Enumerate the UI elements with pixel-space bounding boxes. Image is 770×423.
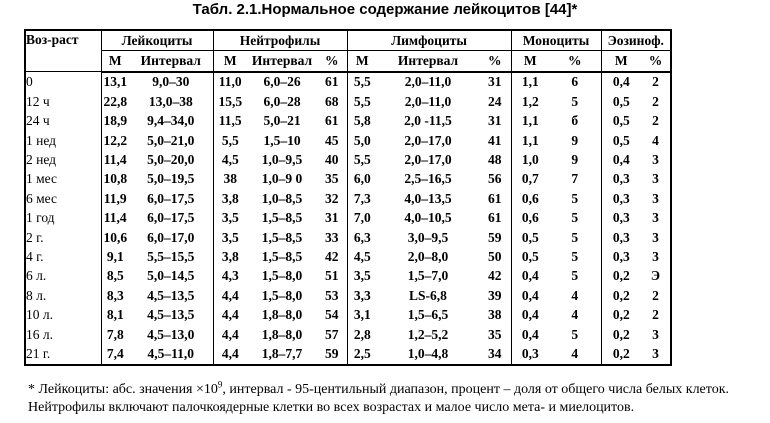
footnote-text-2: , интервал - 95-центильный диапазон, процент – доля от общего числа белых клеток. Нейтрофилы включают палочкоядерные клетки во всех возрастах и малое число мета- и миелоцитов. [28, 382, 730, 415]
value-cell: 0,7 [511, 170, 549, 189]
table-row [25, 286, 671, 305]
value-cell: 4,5–13,5 [147, 287, 195, 303]
value-cell: 32 [325, 190, 339, 206]
value-cell: 38 [213, 170, 247, 189]
value-cell: 4,5–13,0 [147, 326, 195, 342]
table-header [25, 30, 671, 72]
value-cell: 2,5 [347, 344, 377, 364]
value-cell: 54 [325, 307, 339, 323]
value-cell: 5,0–21 [263, 113, 301, 129]
table-row [25, 112, 671, 131]
value-cell: 61 [325, 74, 339, 90]
value-cell: 1,1 [511, 131, 549, 150]
value-cell: 3 [652, 248, 659, 264]
value-cell: 50 [488, 248, 502, 264]
value-cell: 7 [571, 171, 579, 187]
value-cell: 9,1 [101, 247, 129, 266]
value-cell: 0,3 [601, 189, 641, 208]
value-cell: 3,5 [213, 209, 247, 228]
value-cell: 3 [652, 326, 659, 342]
value-cell: 2 [652, 74, 659, 90]
value-cell: 57 [325, 326, 339, 342]
value-cell: 0,2 [601, 344, 641, 364]
value-cell: 53 [325, 287, 339, 303]
value-cell: 1,1 [511, 112, 549, 131]
value-cell: 5 [571, 326, 579, 342]
value-cell: 1,0–9 0 [261, 171, 303, 187]
value-cell: 2,8 [347, 325, 377, 344]
value-cell: 2,0 -11,5 [404, 113, 452, 129]
value-cell: 9,0–30 [152, 74, 190, 90]
subheader-eosino-mean: М [601, 51, 641, 72]
value-cell: 5 [571, 268, 579, 284]
value-cell: 42 [488, 268, 502, 284]
table-row [25, 325, 671, 344]
value-cell: 7,0 [347, 209, 377, 228]
value-cell: 42 [325, 248, 339, 264]
value-cell: 4,5 [213, 150, 247, 169]
table-row [25, 72, 671, 92]
subheader-lympho-mean: М [347, 51, 377, 72]
value-cell: 11,4 [101, 209, 129, 228]
value-cell: 6,0–17,5 [147, 210, 195, 226]
age-cell: 16 л. [26, 326, 53, 342]
value-cell: 7,3 [347, 189, 377, 208]
value-cell: 5,8 [347, 112, 377, 131]
value-cell: 3 [652, 190, 659, 206]
value-cell: 33 [325, 229, 339, 245]
value-cell: 1,2–5,2 [407, 326, 449, 342]
value-cell: 51 [325, 268, 339, 284]
value-cell: 12,2 [101, 131, 129, 150]
value-cell: 5,0–20,0 [147, 152, 195, 168]
value-cell: 35 [488, 326, 502, 342]
value-cell: 31 [488, 113, 502, 129]
subheader-leuko-interval: Интервал [129, 51, 213, 72]
value-cell: 0,4 [511, 325, 549, 344]
table-row [25, 209, 671, 228]
age-cell: 21 г. [26, 345, 51, 361]
value-cell: 41 [488, 132, 502, 148]
value-cell: 2,0–11,0 [404, 93, 452, 109]
value-cell: 15,5 [213, 92, 247, 111]
value-cell: 68 [325, 93, 339, 109]
value-cell: 5 [571, 210, 579, 226]
subheader-mono-percent: % [549, 51, 601, 72]
footnote [28, 381, 758, 417]
value-cell: 5 [571, 190, 579, 206]
value-cell: 39 [488, 287, 502, 303]
value-cell: 4,5–13,5 [147, 307, 195, 323]
footnote-exponent: 9 [217, 379, 223, 390]
group-header-neutrophils: Нейтрофилы [213, 30, 347, 51]
value-cell: 4 [571, 307, 579, 323]
value-cell: 3,8 [213, 189, 247, 208]
value-cell: 1,0–9,5 [261, 152, 303, 168]
value-cell: 1,5–7,0 [407, 268, 449, 284]
value-cell: 4,4 [213, 286, 247, 305]
value-cell: 6,0–17,5 [147, 190, 195, 206]
value-cell: 13,0–38 [148, 93, 193, 109]
subheader-eosino-percent: % [641, 51, 671, 72]
value-cell: 5,5–15,5 [147, 248, 195, 264]
value-cell: 18,9 [101, 112, 129, 131]
value-cell: 2,5–16,5 [404, 171, 452, 187]
value-cell: 3 [652, 171, 659, 187]
value-cell: 1,8–8,0 [261, 307, 303, 323]
value-cell: 0,3 [601, 170, 641, 189]
value-cell: 9 [571, 132, 579, 148]
value-cell: 38 [488, 307, 502, 323]
value-cell: 4 [571, 345, 579, 361]
value-cell: 2 [652, 113, 659, 129]
value-cell: 1,1 [511, 72, 549, 92]
value-cell: 1,5–8,0 [261, 268, 303, 284]
value-cell: 2 [652, 307, 659, 323]
value-cell: 5,5 [347, 92, 377, 111]
value-cell: 1,5–6,5 [407, 307, 449, 323]
value-cell: б [571, 113, 579, 129]
value-cell: 59 [325, 345, 339, 361]
value-cell: 7,8 [101, 325, 129, 344]
value-cell: 5,0–14,5 [147, 268, 195, 284]
value-cell: 7,4 [101, 344, 129, 364]
value-cell: 13,1 [101, 72, 129, 92]
value-cell: 3 [652, 152, 659, 168]
table-row [25, 92, 671, 111]
value-cell: 6,0–26 [263, 74, 301, 90]
table-row [25, 189, 671, 208]
value-cell: 4 [652, 132, 659, 148]
value-cell: 1,5–8,5 [261, 229, 303, 245]
table-row [25, 170, 671, 189]
value-cell: 0,3 [601, 209, 641, 228]
value-cell: 0,5 [601, 92, 641, 111]
value-cell: 5,5 [213, 131, 247, 150]
value-cell: 24 [488, 93, 502, 109]
table-body [25, 72, 671, 365]
age-cell: 24 ч [26, 113, 50, 129]
value-cell: 5,0 [347, 131, 377, 150]
value-cell: 4,5 [347, 247, 377, 266]
value-cell: 0,4 [601, 150, 641, 169]
value-cell: 1,0–8,5 [261, 190, 303, 206]
value-cell: 3 [652, 229, 659, 245]
value-cell: 61 [488, 210, 502, 226]
group-header-eosinophils: Эозиноф. [601, 30, 671, 51]
value-cell: 3,0–9,5 [407, 229, 449, 245]
value-cell: 4 [571, 287, 579, 303]
value-cell: 4,4 [213, 344, 247, 364]
value-cell: 0,5 [511, 228, 549, 247]
value-cell: 4,0–10,5 [404, 210, 452, 226]
value-cell: 1,0 [511, 150, 549, 169]
value-cell: 2,0–17,0 [404, 152, 452, 168]
value-cell: 6,0–17,0 [147, 229, 195, 245]
value-cell: 0,6 [511, 209, 549, 228]
value-cell: 3,5 [347, 267, 377, 286]
group-header-monocytes: Моноциты [511, 30, 601, 51]
value-cell: 3,1 [347, 305, 377, 324]
value-cell: 3,8 [213, 247, 247, 266]
subheader-neutro-mean: М [213, 51, 247, 72]
age-cell: 6 л. [26, 268, 47, 284]
subheader-lympho-interval: Интервал [377, 51, 479, 72]
value-cell: 4,4 [213, 305, 247, 324]
value-cell: 8,5 [101, 267, 129, 286]
value-cell: 4,3 [213, 267, 247, 286]
value-cell: 1,2 [511, 92, 549, 111]
value-cell: 11,9 [101, 189, 129, 208]
value-cell: 10,6 [101, 228, 129, 247]
value-cell: 4,5–11,0 [147, 345, 194, 361]
value-cell: 35 [325, 171, 339, 187]
value-cell: 0,3 [511, 344, 549, 364]
value-cell: 0,2 [601, 305, 641, 324]
value-cell: 31 [325, 210, 339, 226]
value-cell: 0,3 [601, 228, 641, 247]
age-cell: 1 мес [26, 171, 57, 187]
value-cell: 45 [325, 132, 339, 148]
value-cell: 3,3 [347, 286, 377, 305]
value-cell: 11,5 [213, 112, 247, 131]
value-cell: 6,0–28 [263, 93, 301, 109]
value-cell: 6,3 [347, 228, 377, 247]
value-cell: 1,0–4,8 [407, 345, 449, 361]
value-cell: 1,8–8,0 [261, 326, 303, 342]
value-cell: 6,0 [347, 170, 377, 189]
value-cell: 0,3 [601, 247, 641, 266]
value-cell: 31 [488, 74, 502, 90]
value-cell: 59 [488, 229, 502, 245]
value-cell: 5,5 [347, 150, 377, 169]
table-row [25, 267, 671, 286]
subheader-leuko-mean: М [101, 51, 129, 72]
table-row [25, 228, 671, 247]
value-cell: 0,4 [511, 286, 549, 305]
value-cell: 0,2 [601, 325, 641, 344]
value-cell: 0,5 [511, 247, 549, 266]
value-cell: 9 [571, 152, 579, 168]
value-cell: 3 [652, 210, 659, 226]
age-cell: 12 ч [26, 93, 50, 109]
value-cell: 61 [325, 113, 339, 129]
value-cell: 0,5 [601, 112, 641, 131]
value-cell: 22,8 [101, 92, 129, 111]
value-cell: 1,5–8,0 [261, 287, 303, 303]
value-cell: LS-6,8 [409, 287, 447, 303]
value-cell: 2 [652, 287, 659, 303]
value-cell: 10,8 [101, 170, 129, 189]
age-cell: 10 л. [26, 307, 53, 323]
value-cell: 2,0–8,0 [407, 248, 449, 264]
table-row [25, 247, 671, 266]
age-cell: 8 л. [26, 287, 47, 303]
table-row [25, 131, 671, 150]
value-cell: 11,4 [101, 150, 129, 169]
value-cell: 3 [652, 345, 659, 361]
value-cell: 5 [571, 93, 579, 109]
age-cell: 0 [26, 74, 33, 90]
value-cell: 0,4 [601, 72, 641, 92]
value-cell: 4,0–13,5 [404, 190, 452, 206]
value-cell: 1,5–10 [263, 132, 301, 148]
leukocyte-table [24, 29, 672, 366]
value-cell: 5,0–19,5 [147, 171, 195, 187]
value-cell: 8,3 [101, 286, 129, 305]
value-cell: 11,0 [213, 72, 247, 92]
value-cell: 0,5 [601, 131, 641, 150]
age-cell: 4 г. [26, 248, 44, 264]
value-cell: 5,5 [347, 72, 377, 92]
age-cell: 1 нед [26, 132, 57, 148]
value-cell: 3,5 [213, 228, 247, 247]
table-row [25, 344, 671, 364]
value-cell: 0,2 [601, 267, 641, 286]
value-cell: 0,2 [601, 286, 641, 305]
value-cell: 2,0–11,0 [404, 74, 452, 90]
value-cell: 5,0–21,0 [147, 132, 195, 148]
value-cell: 2 [652, 93, 659, 109]
subheader-neutro-percent: % [317, 51, 347, 72]
value-cell: 56 [488, 171, 502, 187]
value-cell: 0,6 [511, 189, 549, 208]
value-cell: 1,5–8,5 [261, 210, 303, 226]
value-cell: 2,0–17,0 [404, 132, 452, 148]
value-cell: 1,8–7,7 [261, 345, 303, 361]
value-cell: 0,4 [511, 305, 549, 324]
value-cell: 9,4–34,0 [147, 113, 195, 129]
age-cell: 1 год [26, 210, 55, 226]
age-cell: 2 г. [26, 229, 44, 245]
value-cell: 0,4 [511, 267, 549, 286]
value-cell: 48 [488, 152, 502, 168]
group-header-lymphocytes: Лимфоциты [347, 30, 511, 51]
table-row [25, 150, 671, 169]
value-cell: 6 [571, 74, 579, 90]
group-header-leukocytes: Лейкоциты [101, 30, 213, 51]
age-cell: 6 мес [26, 190, 57, 206]
value-cell: 4,4 [213, 325, 247, 344]
value-cell: 5 [571, 248, 579, 264]
value-cell: 34 [488, 345, 502, 361]
value-cell: 5 [571, 229, 579, 245]
footnote-text-1: * Лейкоциты: абс. значения ×10 [28, 382, 218, 397]
age-cell: 2 нед [26, 152, 57, 168]
value-cell: 40 [325, 152, 339, 168]
value-cell: 1,5–8,5 [261, 248, 303, 264]
subheader-mono-mean: М [511, 51, 549, 72]
table-row [25, 305, 671, 324]
value-cell: Э [650, 268, 661, 284]
value-cell: 61 [488, 190, 502, 206]
age-header: Воз-раст [25, 30, 101, 72]
value-cell: 8,1 [101, 305, 129, 324]
table-title: Табл. 2.1.Нормальное содержание лейкоцитов [44]* [192, 1, 578, 18]
subheader-neutro-interval: Интервал [247, 51, 317, 72]
subheader-lympho-percent: % [479, 51, 511, 72]
